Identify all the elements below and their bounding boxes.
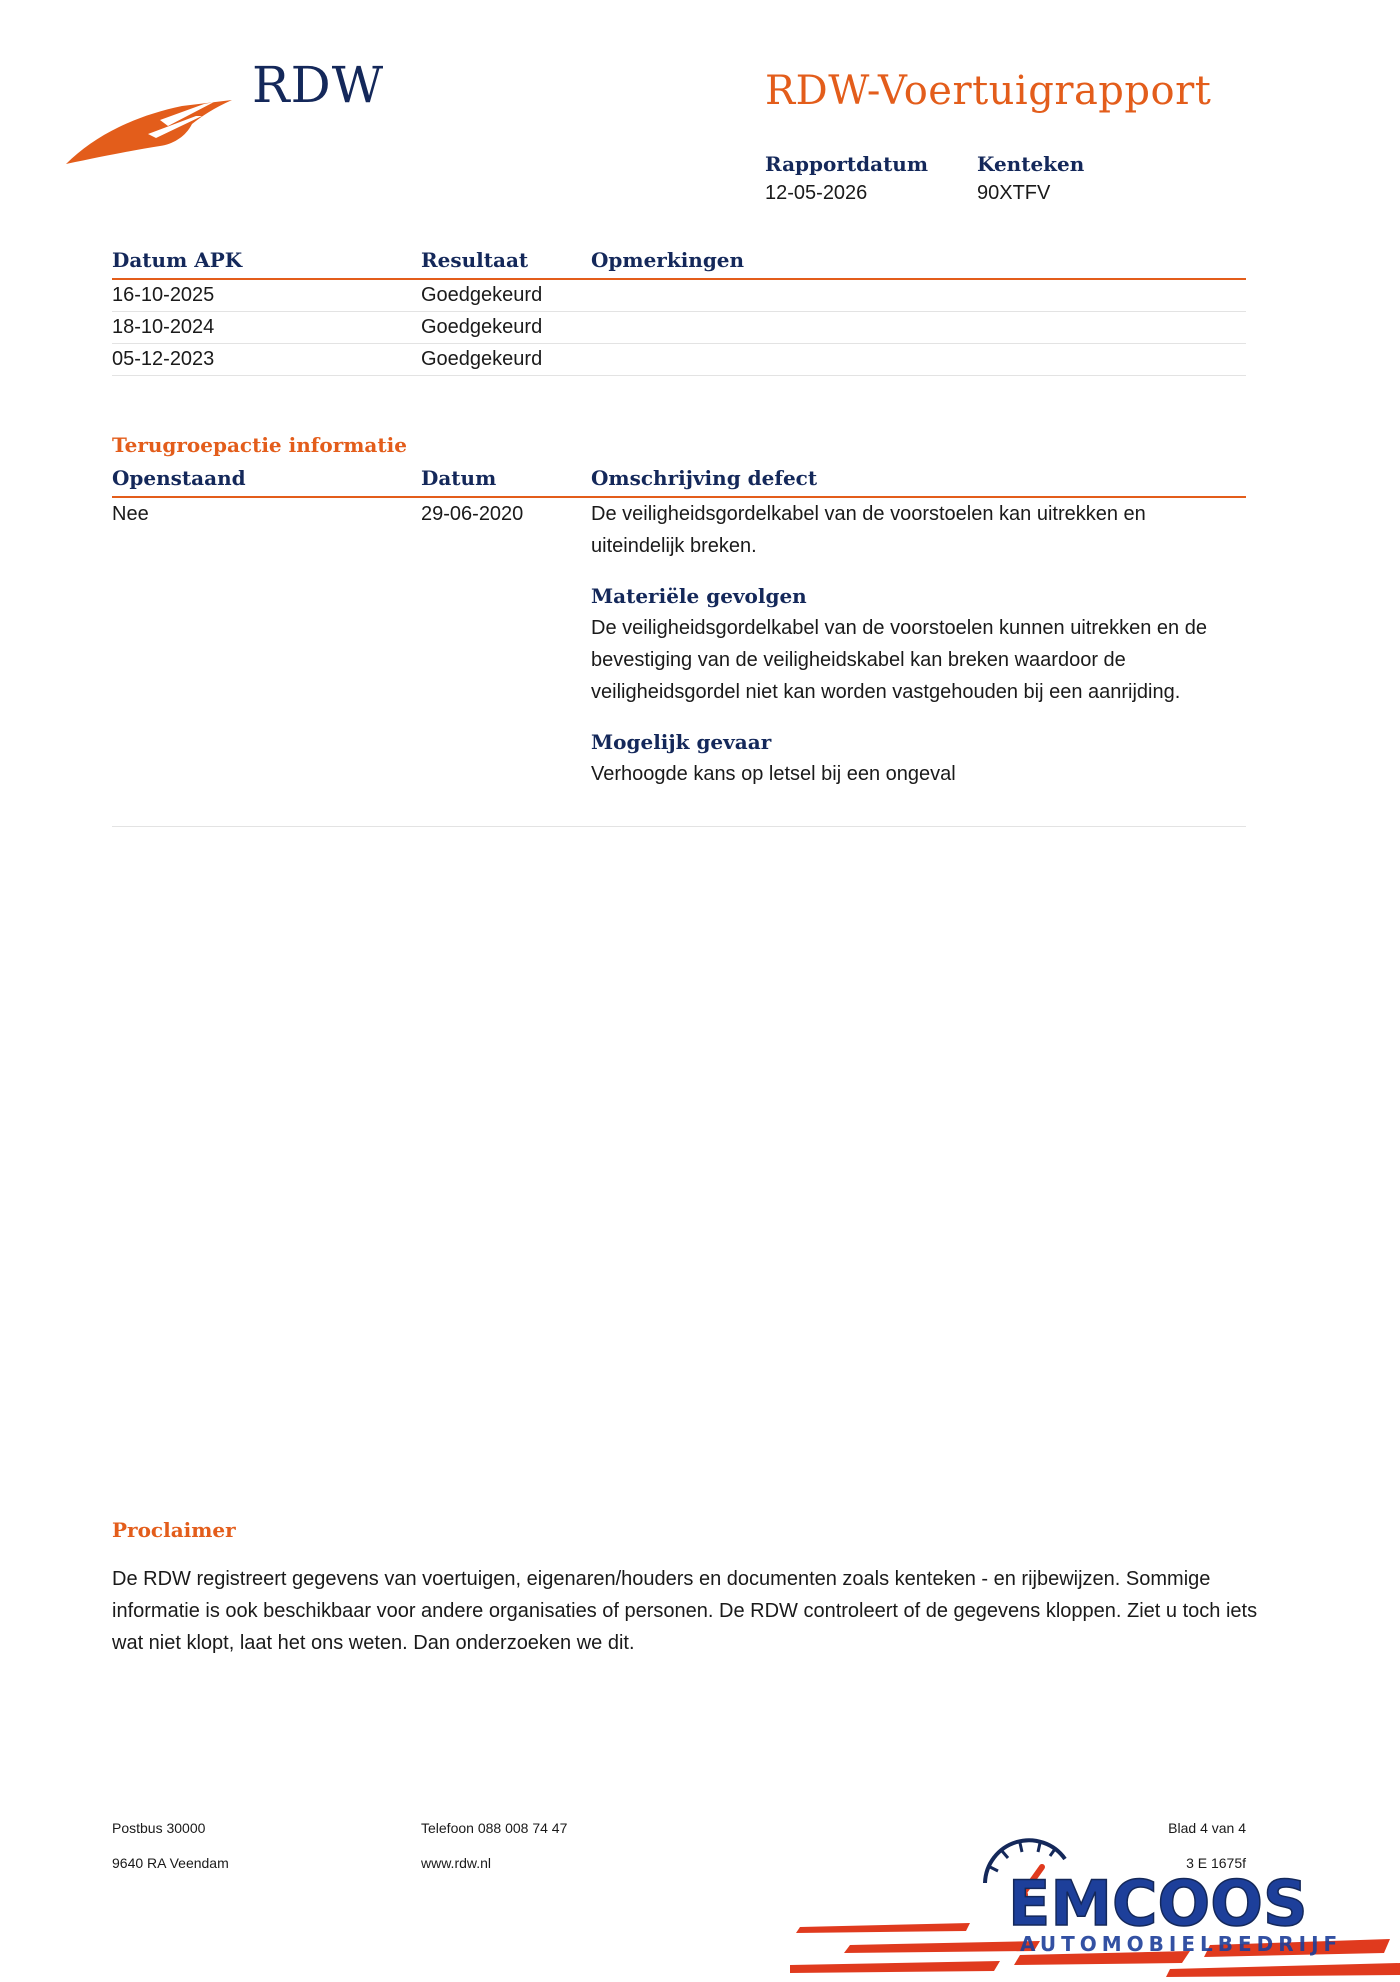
footer-page: Blad 4 van 4 <box>1168 1820 1246 1836</box>
rdw-wing-icon <box>64 86 234 166</box>
possible-danger-text: Verhoogde kans op letsel bij een ongeval <box>591 763 956 785</box>
footer-code: 3 E 1675f <box>1186 1855 1246 1871</box>
recall-subtitle: Terugroepactie informatie <box>112 433 407 457</box>
apk-col-date: Datum APK <box>112 248 243 272</box>
apk-date: 16-10-2025 <box>112 284 215 306</box>
apk-result: Goedgekeurd <box>421 316 543 338</box>
apk-result: Goedgekeurd <box>421 284 543 306</box>
apk-col-remarks: Opmerkingen <box>591 248 745 272</box>
table-row <box>112 498 1246 827</box>
table-row <box>112 280 1246 312</box>
stamp-name: EMCOOS <box>1008 1867 1308 1940</box>
report-title: RDW-Voertuigrapport <box>765 68 1212 114</box>
dealer-stamp <box>790 1805 1400 1982</box>
table-row <box>112 344 1246 376</box>
possible-danger-title: Mogelijk gevaar <box>591 730 772 754</box>
material-consequences-text: De veiligheidsgordelkabel van de voorstoelen kunnen uitrekken en de bevestiging van de veiligheidskabel kan breken waardoor de veiligheidsgordel niet kan worden vastgehouden bij een aanrijding. <box>591 617 1207 703</box>
apk-date: 05-12-2023 <box>112 348 215 370</box>
plate-label: Kenteken <box>977 152 1085 176</box>
recall-table <box>112 458 1246 827</box>
apk-date: 18-10-2024 <box>112 316 215 338</box>
recall-date: 29-06-2020 <box>421 503 524 525</box>
logo-text: RDW <box>252 56 385 114</box>
footer-website: www.rdw.nl <box>421 1855 492 1871</box>
report-date-value: 12-05-2026 <box>765 182 868 204</box>
recall-open: Nee <box>112 503 149 525</box>
rdw-logo <box>64 56 394 186</box>
recall-col-date: Datum <box>421 466 497 490</box>
stamp-subtitle: AUTOMOBIELBEDRIJF <box>1020 1932 1343 1956</box>
footer-postbus: Postbus 30000 <box>112 1820 206 1836</box>
apk-table <box>112 240 1246 376</box>
apk-table-header <box>112 240 1246 280</box>
plate-value: 90XTFV <box>977 182 1051 204</box>
recall-col-defect: Omschrijving defect <box>591 466 818 490</box>
proclaimer-title: Proclaimer <box>112 1518 236 1542</box>
proclaimer-text: De RDW registreert gegevens van voertuigen, eigenaren/houders en documenten zoals kenteken - en rijbewijzen. Sommige informatie is ook beschikbaar voor andere organisaties of personen. De RDW controleert of de gegevens kloppen. Ziet u toch iets wat niet klopt, laat het ons weten. Dan onderzoeken we dit. <box>112 1568 1258 1654</box>
recall-table-header <box>112 458 1246 498</box>
recall-description <box>591 498 1231 790</box>
footer-phone: Telefoon 088 008 74 47 <box>421 1820 568 1836</box>
footer-city: 9640 RA Veendam <box>112 1855 229 1871</box>
recall-col-open: Openstaand <box>112 466 246 490</box>
recall-defect-text: De veiligheidsgordelkabel van de voorstoelen kan uitrekken en uiteindelijk breken. <box>591 503 1146 557</box>
apk-col-result: Resultaat <box>421 248 529 272</box>
report-date-label: Rapportdatum <box>765 152 929 176</box>
apk-result: Goedgekeurd <box>421 348 543 370</box>
table-row <box>112 312 1246 344</box>
material-consequences-title: Materiële gevolgen <box>591 584 807 608</box>
